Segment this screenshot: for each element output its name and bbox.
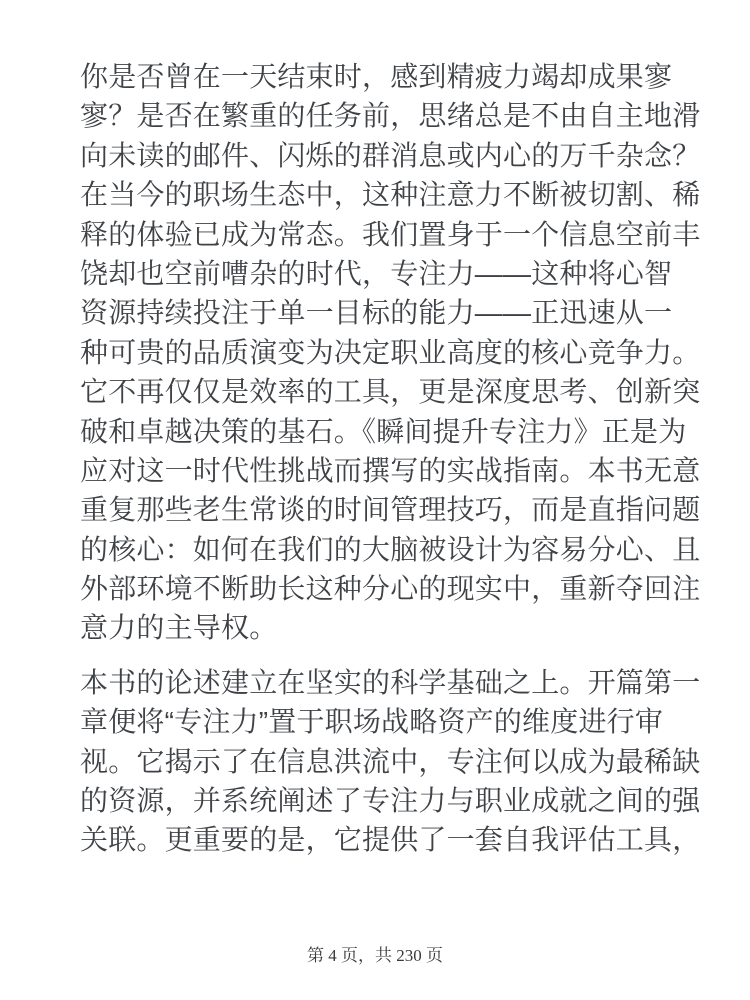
text-line: 破和卓越决策的基石。《瞬间提升专注力》正是为 [80,415,687,447]
text-line: 本书的论述建立在坚实的科学基础之上。开篇第一 [80,666,701,698]
text-line: 应对这一时代性挑战而撰写的实战指南。本书无意 [80,454,701,486]
text-line: 资源持续投注于单一目标的能力——正迅速从一 [80,297,673,329]
text-line: 章便将“专注力”置于职场战略资产的维度进行审 [80,706,664,738]
text-line: 关联。更重要的是，它提供了一套自我评估工具， [80,824,701,856]
text-line: 在当今的职场生态中，这种注意力不断被切割、稀 [80,179,701,211]
text-line: 寥？是否在繁重的任务前，思绪总是不由自主地滑 [80,100,701,132]
text-line: 你是否曾在一天结束时，感到精疲力竭却成果寥 [80,61,673,92]
text-line: 外部环境不断助长这种分心的现实中，重新夺回注 [80,573,701,605]
text-line: 它不再仅仅是效率的工具，更是深度思考、创新突 [80,376,701,408]
text-line: 释的体验已成为常态。我们置身于一个信息空前丰 [80,218,701,250]
text-line: 种可贵的品质演变为决定职业高度的核心竞争力。 [80,336,701,368]
text-line: 的核心：如何在我们的大脑被设计为容易分心、且 [80,533,701,565]
page-text [80,57,720,860]
text-line: 视。它揭示了在信息洪流中，专注何以成为最稀缺 [80,745,701,777]
page-indicator: 第 4 页，共 230 页 [307,946,443,965]
text-line: 重复那些老生常谈的时间管理技巧，而是直指问题 [80,494,701,526]
text-line: 饶却也空前嘈杂的时代，专注力——这种将心智 [80,257,673,289]
text-line: 向未读的邮件、闪烁的群消息或内心的万千杂念？ [80,139,701,171]
text-line: 的资源，并系统阐述了专注力与职业成就之间的强 [80,785,701,817]
paragraph-2 [80,663,720,860]
text-line: 意力的主导权。 [80,612,278,644]
paragraph-1 [80,57,720,648]
